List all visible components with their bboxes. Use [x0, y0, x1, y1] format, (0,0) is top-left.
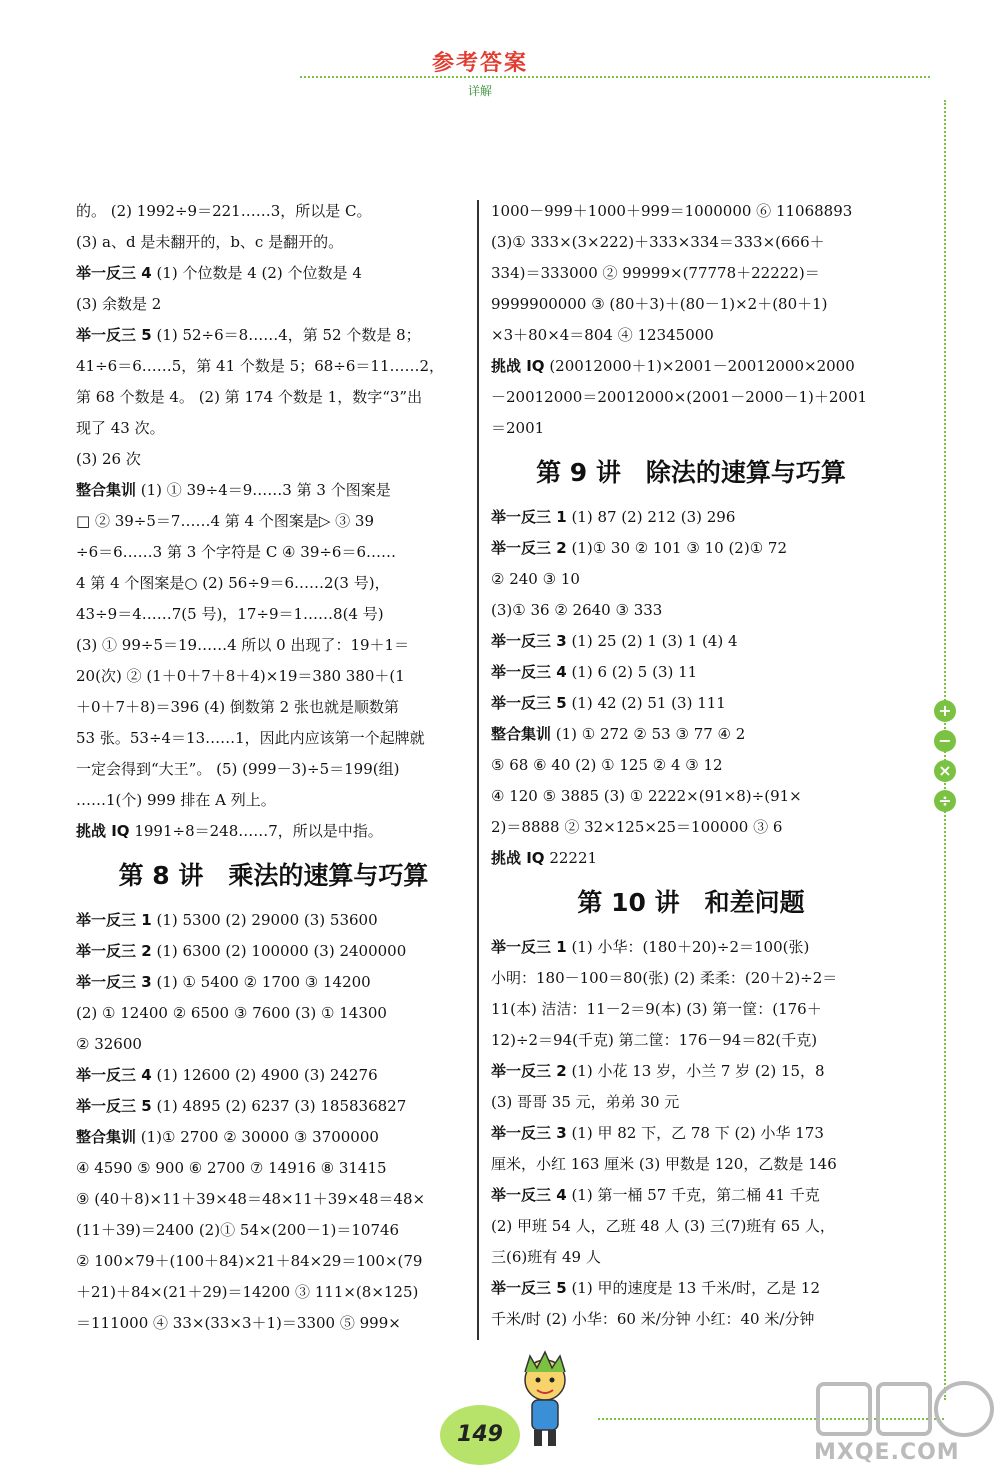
- answer-line: [491, 994, 891, 1025]
- answer-line: [491, 413, 891, 444]
- answer-line: [491, 382, 891, 413]
- answer-text: (1) 第一桶 57 千克，第二桶 41 千克: [566, 1186, 820, 1204]
- answer-text: □ ② 39÷5＝7……4 第 4 个图案是▷ ③ 39: [76, 512, 375, 530]
- answer-line: [491, 320, 891, 351]
- answer-line: [76, 905, 471, 936]
- lecture-heading: 第 9 讲 除法的速算与巧算: [536, 458, 846, 487]
- answer-text: (1) 甲 82 下，乙 78 下 (2) 小华 173: [566, 1124, 824, 1142]
- header-dotted-line: [300, 76, 930, 78]
- answer-text: (1) 6 (2) 5 (3) 11: [566, 663, 698, 681]
- answer-text: 11(本) 洁洁：11－2＝9(本) (3) 第一筐：(176＋: [491, 1000, 822, 1018]
- answer-text: ×3＋80×4＝804 ④ 12345000: [491, 326, 714, 344]
- answer-text: ② 32600: [76, 1035, 142, 1053]
- lecture-heading: 第 8 讲 乘法的速算与巧算: [118, 861, 429, 890]
- answer-text: (3) ① 99÷5＝19……4 所以 0 出现了：19＋1＝: [76, 636, 410, 654]
- answer-line: [491, 688, 891, 719]
- answer-text: －20012000＝20012000×(2001－2000－1)＋2001: [491, 388, 868, 406]
- answer-line: [76, 444, 471, 475]
- answer-text: 22221: [544, 849, 598, 867]
- answer-line: [491, 812, 891, 843]
- answer-line: [491, 750, 891, 781]
- exercise-label: 挑战 IQ: [76, 822, 130, 840]
- answer-line: [76, 475, 471, 506]
- exercise-label: 举一反三 4: [491, 1186, 567, 1204]
- answer-line: [491, 289, 891, 320]
- exercise-label: 举一反三 1: [491, 508, 567, 526]
- answer-text: (1) 4895 (2) 6237 (3) 185836827: [151, 1097, 407, 1115]
- answer-line: [491, 1273, 891, 1304]
- answer-line: [491, 843, 891, 874]
- lecture-heading: 第 10 讲 和差问题: [577, 888, 805, 917]
- exercise-label: 举一反三 1: [76, 911, 152, 929]
- answer-text: (3) 26 次: [76, 450, 141, 468]
- answer-text: (20012000＋1)×2001－20012000×2000: [544, 357, 855, 375]
- answer-text: (1) 42 (2) 51 (3) 111: [566, 694, 726, 712]
- answer-text: (1) 52÷6＝8……4，第 52 个数是 8；: [151, 326, 421, 344]
- answer-text: ② 240 ③ 10: [491, 570, 580, 588]
- answer-line: [76, 599, 471, 630]
- answer-text: (3) 哥哥 35 元，弟弟 30 元: [491, 1093, 680, 1111]
- answer-line: [76, 1122, 471, 1153]
- exercise-label: 举一反三 3: [491, 1124, 567, 1142]
- answer-text: 12)÷2＝94(千克) 第二筐：176－94＝82(千克): [491, 1031, 818, 1049]
- answer-line: [76, 1091, 471, 1122]
- exercise-label: 举一反三 4: [491, 663, 567, 681]
- answer-text: 9999900000 ③ (80＋3)＋(80－1)×2＋(80＋1): [491, 295, 828, 313]
- answer-text: 千米/时 (2) 小华：60 米/分钟 小红：40 米/分钟: [491, 1310, 815, 1328]
- answer-line: [76, 630, 471, 661]
- answer-line: [76, 351, 471, 382]
- answer-line: [76, 1153, 471, 1184]
- answer-line: [76, 754, 471, 785]
- exercise-label: 举一反三 5: [76, 1097, 152, 1115]
- answer-line: [76, 936, 471, 967]
- answer-text: (1) 个位数是 4 (2) 个位数是 4: [151, 264, 362, 282]
- answer-line: [76, 723, 471, 754]
- answer-line: [491, 1180, 891, 1211]
- operator-icons: [934, 700, 958, 820]
- exercise-label: 整合集训: [76, 1128, 137, 1146]
- answer-text: 2)＝8888 ② 32×125×25＝100000 ③ 6: [491, 818, 783, 836]
- answer-line: [76, 967, 471, 998]
- answer-text: 41÷6＝6……5，第 41 个数是 5；68÷6＝11……2，: [76, 357, 445, 375]
- header-subtitle: 详解: [467, 84, 492, 98]
- watermark-text: MXQE.COM: [814, 1440, 960, 1465]
- exercise-label: 举一反三 2: [491, 1062, 567, 1080]
- answer-line: [76, 537, 471, 568]
- answer-text: 43÷9＝4……7(5 号)，17÷9＝1……8(4 号): [76, 605, 384, 623]
- answer-text: ④ 120 ⑤ 3885 (3) ① 2222×(91×8)÷(91×: [491, 787, 802, 805]
- answer-line: [491, 932, 891, 963]
- answer-line: [76, 1184, 471, 1215]
- answer-text: (1) ① 272 ② 53 ③ 77 ④ 2: [551, 725, 746, 743]
- answer-text: ＋0＋7＋8)＝396 (4) 倒数第 2 张也就是顺数第: [76, 698, 399, 716]
- answer-line: [76, 382, 471, 413]
- answer-line: [76, 289, 471, 320]
- answer-text: ⑨ (40＋8)×11＋39×48＝48×11＋39×48＝48×: [76, 1190, 426, 1208]
- answer-text: 53 张。53÷4＝13……1，因此内应该第一个起牌就: [76, 729, 425, 747]
- answer-text: (3)① 333×(3×222)＋333×334＝333×(666＋: [491, 233, 825, 251]
- answer-line: [491, 351, 891, 382]
- answer-text: 20(次) ② (1＋0＋7＋8＋4)×19＝380 380＋(1: [76, 667, 405, 685]
- answer-text: 1991÷8＝248……7，所以是中指。: [129, 822, 383, 840]
- answer-line: [76, 568, 471, 599]
- exercise-label: 举一反三 4: [76, 264, 152, 282]
- exercise-label: 举一反三 2: [76, 942, 152, 960]
- answer-line: [491, 258, 891, 289]
- exercise-label: 举一反三 5: [491, 1279, 567, 1297]
- answer-line: [76, 1215, 471, 1246]
- answer-line: [491, 595, 891, 626]
- answer-text: ＝111000 ④ 33×(33×3＋1)＝3300 ⑤ 999×: [76, 1314, 401, 1332]
- answer-line: [76, 258, 471, 289]
- exercise-label: 举一反三 2: [491, 539, 567, 557]
- answer-text: ……1(个) 999 排在 A 列上。: [76, 791, 276, 809]
- answer-line: [491, 1149, 891, 1180]
- answer-text: (1) 5300 (2) 29000 (3) 53600: [151, 911, 378, 929]
- column-divider: [477, 200, 479, 1340]
- answer-line: [491, 564, 891, 595]
- answer-text: 厘米，小红 163 厘米 (3) 甲数是 120，乙数是 146: [491, 1155, 837, 1173]
- answer-text: 4 第 4 个图案是○ (2) 56÷9＝6……2(3 号)，: [76, 574, 390, 592]
- answer-text: ＝2001: [491, 419, 545, 437]
- answer-line: [491, 719, 891, 750]
- answer-line: [491, 1242, 891, 1273]
- answer-text: (1) ① 39÷4＝9……3 第 3 个图案是: [136, 481, 391, 499]
- answer-line: [491, 1304, 891, 1335]
- answer-line: [76, 1060, 471, 1091]
- plus-icon: +: [934, 700, 956, 722]
- answer-text: (2) ① 12400 ② 6500 ③ 7600 (3) ① 14300: [76, 1004, 387, 1022]
- times-icon: ×: [934, 760, 956, 782]
- answer-text: (1) 小花 13 岁，小兰 7 岁 (2) 15，8: [566, 1062, 825, 1080]
- exercise-label: 举一反三 5: [76, 326, 152, 344]
- answer-text: 334)＝333000 ② 99999×(77778＋22222)＝: [491, 264, 820, 282]
- header-title: 参考答案: [431, 51, 528, 76]
- minus-icon: −: [934, 730, 956, 752]
- answer-line: [76, 1277, 471, 1308]
- answer-line: [491, 657, 891, 688]
- answer-line: [491, 1056, 891, 1087]
- answer-text: (2) 甲班 54 人，乙班 48 人 (3) 三(7)班有 65 人，: [491, 1217, 835, 1235]
- answer-line: [76, 1308, 471, 1339]
- answer-line: [76, 661, 471, 692]
- answer-text: (3) a、d 是未翻开的，b、c 是翻开的。: [76, 233, 344, 251]
- answer-text: ② 100×79＋(100＋84)×21＋84×29＝100×(79: [76, 1252, 423, 1270]
- answer-line: [76, 998, 471, 1029]
- answer-line: [76, 227, 471, 258]
- answer-text: (1) ① 5400 ② 1700 ③ 14200: [151, 973, 371, 991]
- answer-line: [491, 1118, 891, 1149]
- answer-text: (3) 余数是 2: [76, 295, 162, 313]
- answer-text: (1) 6300 (2) 100000 (3) 2400000: [151, 942, 407, 960]
- answer-line: [491, 626, 891, 657]
- answer-line: [76, 1246, 471, 1277]
- answer-text: (1) 87 (2) 212 (3) 296: [566, 508, 736, 526]
- answer-text: 1000－999＋1000＋999＝1000000 ⑥ 11068893: [491, 202, 853, 220]
- answer-text: 三(6)班有 49 人: [491, 1248, 601, 1266]
- answer-line: [491, 1087, 891, 1118]
- exercise-label: 整合集训: [76, 481, 137, 499]
- answer-text: 的。 (2) 1992÷9＝221……3，所以是 C。: [76, 202, 372, 220]
- answer-text: (1) 小华：(180＋20)÷2＝100(张): [566, 938, 810, 956]
- exercise-label: 举一反三 3: [76, 973, 152, 991]
- answer-text: 现了 43 次。: [76, 419, 165, 437]
- answer-line: [76, 692, 471, 723]
- answer-line: [491, 963, 891, 994]
- exercise-label: 举一反三 5: [491, 694, 567, 712]
- answer-text: (1)① 30 ② 101 ③ 10 (2)① 72: [566, 539, 787, 557]
- answer-text: (1) 25 (2) 1 (3) 1 (4) 4: [566, 632, 738, 650]
- answer-line: [491, 196, 891, 227]
- exercise-label: 举一反三 1: [491, 938, 567, 956]
- answer-line: [76, 816, 471, 847]
- answer-line: [491, 1025, 891, 1056]
- answer-text: (1) 甲的速度是 13 千米/时，乙是 12: [566, 1279, 820, 1297]
- answer-text: ⑤ 68 ⑥ 40 (2) ① 125 ② 4 ③ 12: [491, 756, 723, 774]
- answer-text: (3)① 36 ② 2640 ③ 333: [491, 601, 663, 619]
- right-column: [491, 196, 891, 1335]
- answer-line: [76, 506, 471, 537]
- answer-line: [76, 785, 471, 816]
- answer-text: 小明：180－100＝80(张) (2) 柔柔：(20＋2)÷2＝: [491, 969, 838, 987]
- answer-line: [491, 533, 891, 564]
- answer-text: (1) 12600 (2) 4900 (3) 24276: [151, 1066, 378, 1084]
- answer-text: (1)① 2700 ② 30000 ③ 3700000: [136, 1128, 379, 1146]
- exercise-label: 挑战 IQ: [491, 357, 545, 375]
- answer-text: ④ 4590 ⑤ 900 ⑥ 2700 ⑦ 14916 ⑧ 31415: [76, 1159, 387, 1177]
- answer-line: [76, 320, 471, 351]
- answer-text: (11＋39)＝2400 (2)① 54×(200－1)＝10746: [76, 1221, 400, 1239]
- answer-line: [76, 1029, 471, 1060]
- left-column: [76, 196, 471, 1339]
- answer-text: 一定会得到“大王”。 (5) (999－3)÷5＝199(组): [76, 760, 400, 778]
- answer-text: ÷6＝6……3 第 3 个字符是 C ④ 39÷6＝6……: [76, 543, 397, 561]
- answer-line: [491, 227, 891, 258]
- answer-line: [491, 502, 891, 533]
- answer-line: [491, 1211, 891, 1242]
- exercise-label: 挑战 IQ: [491, 849, 545, 867]
- exercise-label: 整合集训: [491, 725, 552, 743]
- answer-line: [76, 413, 471, 444]
- answer-line: [491, 781, 891, 812]
- answer-text: ＋21)＋84×(21＋29)＝14200 ③ 111×(8×125): [76, 1283, 419, 1301]
- divide-icon: ÷: [934, 790, 956, 812]
- exercise-label: 举一反三 3: [491, 632, 567, 650]
- answer-line: [76, 196, 471, 227]
- page-number: 149: [440, 1405, 520, 1465]
- mascot-icon: [510, 1350, 580, 1450]
- exercise-label: 举一反三 4: [76, 1066, 152, 1084]
- answer-text: 第 68 个数是 4。 (2) 第 174 个数是 1，数字“3”出: [76, 388, 423, 406]
